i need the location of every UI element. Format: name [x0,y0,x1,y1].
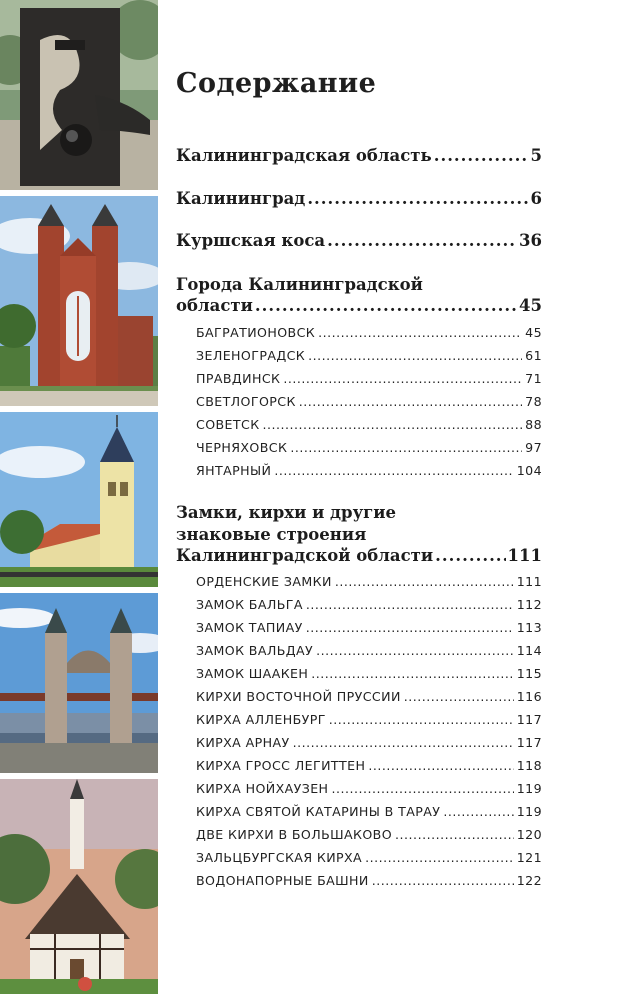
page-title: Содержание [176,68,377,99]
leader-dots [283,371,522,386]
toc-subentry-label: ВОДОНАПОРНЫЕ БАШНИ [196,873,369,888]
toc-subentry[interactable] [196,804,542,819]
toc-subentry-page: 117 [516,735,542,750]
toc-subentry[interactable] [196,758,542,773]
toc-subentry-label: КИРХИ ВОСТОЧНОЙ ПРУССИИ [196,689,401,704]
leader-dots [290,440,522,455]
toc-subentry-label: КИРХА АРНАУ [196,735,290,750]
toc-section-heading-line: знаковые строения [176,525,367,544]
leader-dots [368,758,513,773]
toc-entry-page: 45 [519,296,542,315]
toc-subentry-page: 113 [516,620,542,635]
toc-subentry-label: ЧЕРНЯХОВСК [196,440,288,455]
toc-subentry[interactable] [196,325,542,340]
leader-dots [327,231,517,250]
toc-entry-label: области [176,296,253,315]
toc-subentry[interactable] [196,463,542,478]
toc-subentry-page: 119 [516,804,542,819]
toc-subentry[interactable] [196,735,542,750]
toc-subentry[interactable] [196,850,542,865]
toc-subentry[interactable] [196,666,542,681]
leader-dots [311,666,513,681]
leader-dots [255,296,517,315]
leader-dots [329,712,514,727]
toc-entry-curonian-spit[interactable] [176,231,542,250]
toc-entry-page: 5 [530,146,542,165]
toc-subentry-page: 119 [516,781,542,796]
leader-dots [318,325,522,340]
toc-subentry-label: ОРДЕНСКИЕ ЗАМКИ [196,574,332,589]
toc-subentry-page: 71 [525,371,542,386]
toc-subentry-label: КИРХА СВЯТОЙ КАТАРИНЫ В ТАРАУ [196,804,441,819]
toc-subentry[interactable] [196,873,542,888]
toc-section-cities[interactable] [176,296,542,315]
leader-dots [308,348,522,363]
toc-subentry-label: ЗАЛЬЦБУРГСКАЯ КИРХА [196,850,363,865]
toc-subentry[interactable] [196,394,542,409]
toc-subentry[interactable] [196,689,542,704]
toc-subentry[interactable] [196,620,542,635]
photo-sculpture [0,0,158,190]
toc-section-castles[interactable] [176,546,542,565]
toc-subentry-page: 97 [525,440,542,455]
toc-subentry[interactable] [196,597,542,612]
toc-subentry[interactable] [196,781,542,796]
toc-subentry-label: ЗЕЛЕНОГРАДСК [196,348,306,363]
toc-subentry-label: ЗАМОК ВАЛЬДАУ [196,643,314,658]
photo-timbered-church [0,779,158,994]
toc-section-cities-heading [176,274,542,296]
toc-subentry-page: 111 [516,574,542,589]
toc-subentry-page: 121 [516,850,542,865]
toc-subentry-label: ПРАВДИНСК [196,371,281,386]
toc-entry-kaliningrad-region[interactable] [176,146,542,165]
toc-subentry-label: СВЕТЛОГОРСК [196,394,296,409]
toc-subentry-page: 114 [516,643,542,658]
leader-dots [293,735,514,750]
leader-dots [306,620,514,635]
leader-dots [435,546,505,565]
toc-entry-label: Калининградская область [176,146,432,165]
leader-dots [365,850,514,865]
leader-dots [316,643,514,658]
toc-subentry[interactable] [196,574,542,589]
photo-strip [0,0,158,1000]
toc-subentry[interactable] [196,712,542,727]
leader-dots [404,689,514,704]
toc-subentry-page: 122 [516,873,542,888]
leader-dots [307,189,528,208]
toc-subentry[interactable] [196,643,542,658]
toc-subentry-page: 120 [516,827,542,842]
toc-entry-page: 36 [519,231,542,250]
toc-section-castles-heading [176,502,542,546]
leader-dots [335,574,514,589]
toc-subentry-page: 88 [525,417,542,432]
toc-entry-page: 6 [530,189,542,208]
toc-subentry-label: ЗАМОК БАЛЬГА [196,597,303,612]
toc-entry-page: 111 [507,546,542,565]
toc-subentry-label: КИРХА ГРОСС ЛЕГИТТЕН [196,758,366,773]
toc-subentry-label: ЗАМОК ТАПИАУ [196,620,303,635]
toc-entry-kaliningrad[interactable] [176,189,542,208]
leader-dots [274,463,513,478]
toc-subentry-page: 115 [516,666,542,681]
toc-section-heading-line: Города Калининградской [176,275,423,294]
leader-dots [263,417,523,432]
toc-subentry-label: БАГРАТИОНОВСК [196,325,316,340]
toc-subentry-page: 116 [516,689,542,704]
toc-subentry-page: 117 [516,712,542,727]
toc-subentry[interactable] [196,371,542,386]
toc-subentry-label: ДВЕ КИРХИ В БОЛЬШАКОВО [196,827,393,842]
leader-dots [299,394,522,409]
photo-bridge [0,593,158,773]
photo-yellow-church [0,412,158,587]
toc-subentry-page: 78 [525,394,542,409]
toc-subentry[interactable] [196,348,542,363]
leader-dots [434,146,529,165]
toc-entry-label: Калининград [176,189,306,208]
toc-entry-label: Калининградской области [176,546,434,565]
toc-subentry-label: ЯНТАРНЫЙ [196,463,272,478]
toc-entry-label: Куршская коса [176,231,326,250]
leader-dots [372,873,514,888]
toc-subentry-label: КИРХА НОЙХАУЗЕН [196,781,329,796]
toc-subentry-page: 118 [516,758,542,773]
toc-subentry-page: 112 [516,597,542,612]
toc-subentry-label: КИРХА АЛЛЕНБУРГ [196,712,326,727]
leader-dots [395,827,514,842]
leader-dots [306,597,514,612]
toc-subentry-label: СОВЕТСК [196,417,260,432]
leader-dots [331,781,513,796]
toc-section-heading-line: Замки, кирхи и другие [176,503,397,522]
toc-subentry[interactable] [196,417,542,432]
toc-subentry[interactable] [196,440,542,455]
toc-subentry-label: ЗАМОК ШААКЕН [196,666,309,681]
toc-subentry[interactable] [196,827,542,842]
leader-dots [443,804,513,819]
photo-cathedral [0,196,158,406]
toc-subentry-page: 104 [516,463,542,478]
toc-subentry-page: 45 [525,325,542,340]
toc-subentry-page: 61 [525,348,542,363]
